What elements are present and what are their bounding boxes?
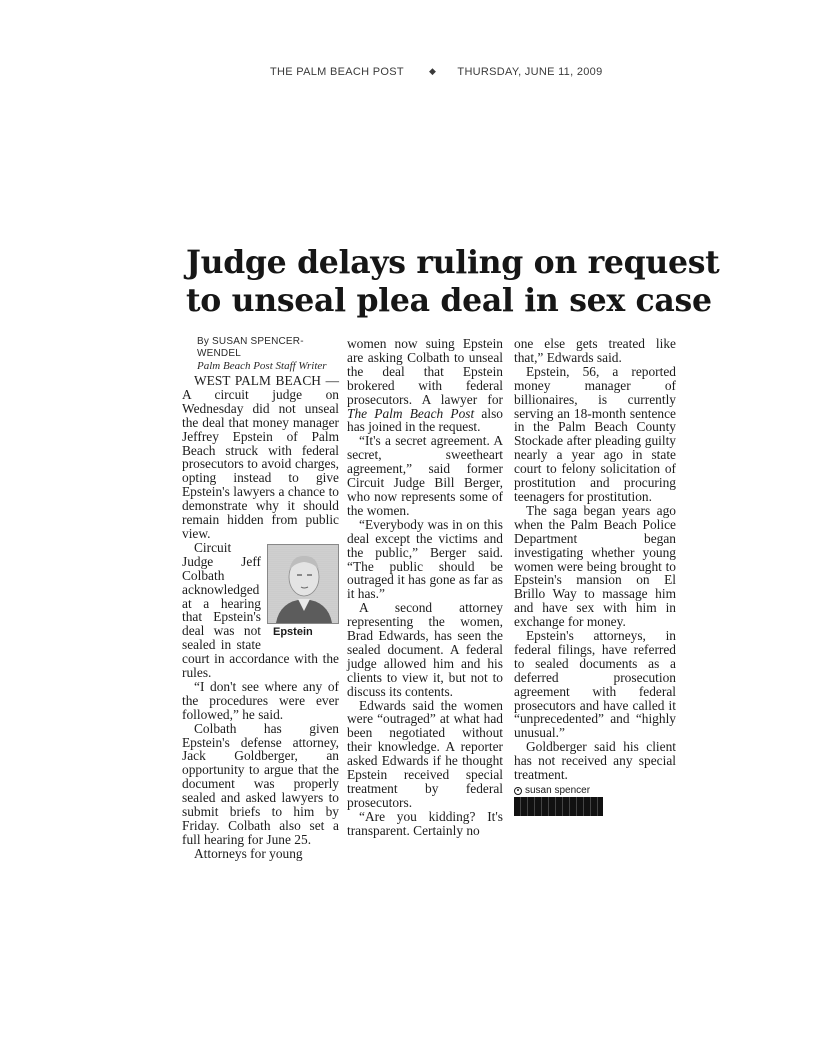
redaction-bar — [514, 797, 603, 816]
paragraph-text: women now suing Epstein are asking Colbath to unseal the deal that Epstein brokered with federal prosecutors. A lawyer for — [347, 336, 503, 407]
paragraph: Attorneys for young — [194, 845, 303, 861]
headline-line-1: Judge delays ruling on request — [186, 244, 720, 281]
paragraph — [347, 337, 503, 434]
paragraph: “I don't see where any of the procedures were ever followed,” he said. — [182, 678, 339, 722]
paragraph-text: also has joined in the request. — [347, 405, 503, 435]
paragraph-text: A circuit judge on Wednesday did not unseal the deal that money manager Jeffrey Epstein of Palm Beach struck with federal prosecutors to avoid charges, opting instead to give Epstein's lawyers a chance to demonstrate why it should remain hidden from public view. — [182, 386, 339, 541]
article-column-1 — [182, 336, 339, 861]
watermark-text: susan spencer — [525, 785, 591, 796]
copyright-watermark — [514, 785, 676, 796]
byline-role: Palm Beach Post Staff Writer — [197, 360, 327, 372]
paragraph: The saga began years ago when the Palm Beach Police Department began investigating whether young women were being brought to Epstein's mansion on El Brillo Way to massage him and have sex with him in exchange for money. — [514, 502, 676, 630]
paragraph: “Everybody was in on this deal except the victims and the public,” Berger said. “The public should be outraged it has gone as far as it has.” — [347, 516, 503, 602]
headline-line-2: to unseal plea deal in sex case — [186, 282, 712, 319]
paragraph: Epstein, 56, a reported money manager of billionaires, is currently serving an 18-month sentence in the Palm Beach County Stockade after pleading guilty nearly a year ago in state court to felony solicitation of prostitution and procuring teenagers for prostitution. — [514, 363, 676, 504]
mugshot-figure — [267, 544, 339, 639]
paragraph: Colbath has given Epstein's defense attorney, Jack Goldberger, an opportunity to argue that the document was properly sealed and asked lawyers to submit briefs to him by Friday. Colbath also set a full hearing for June 25. — [182, 720, 339, 847]
article-headline — [186, 244, 720, 320]
paragraph: “It's a secret agreement. A secret, sweetheart agreement,” said former Circuit Judge Bill Berger, who now represents some of the women. — [347, 433, 503, 518]
publication-date: THURSDAY, JUNE 11, 2009 — [457, 66, 603, 78]
article-column-3 — [514, 337, 676, 816]
copyright-circle-icon — [514, 787, 522, 795]
paragraph: A second attorney representing the women, Brad Edwards, has seen the sealed document. A federal judge allowed him and his clients to view it, but not to discuss its contents. — [347, 600, 503, 699]
publication-name: THE PALM BEACH POST — [270, 66, 404, 78]
portrait-icon — [268, 545, 338, 623]
epstein-portrait-photo — [267, 544, 339, 624]
paragraph: Epstein's attorneys, in federal filings, have referred to sealed documents as a deferred prosecution agreement with federal prosecutors and have called it “unprecedented” and “highly unusual.” — [514, 628, 676, 741]
paragraph: one else gets treated like that,” Edwards said. — [514, 336, 676, 365]
paragraph — [182, 374, 339, 541]
page-header — [270, 66, 603, 78]
paragraph — [182, 541, 339, 680]
article-column-2 — [347, 337, 503, 838]
publication-mention: The Palm Beach Post — [347, 405, 475, 421]
diamond-separator-icon: ◆ — [429, 66, 437, 76]
paragraph: Goldberger said his client has not received any special treatment. — [514, 739, 676, 783]
paragraph: Edwards said the women were “outraged” at what had been negotiated without their knowledge. A reporter asked Edwards if he thought Epstein received special treatment by federal prosecutors. — [347, 697, 503, 810]
paragraph: “Are you kidding? It's transparent. Certainly no — [347, 808, 503, 838]
byline-author: By SUSAN SPENCER-WENDEL — [197, 336, 304, 359]
dateline: WEST PALM BEACH — — [194, 373, 339, 388]
paragraph-text: Circuit Judge Jeff Colbath acknowledged at a hearing that Epstein's deal was not sealed in state court in accordance with the rules. — [182, 539, 339, 681]
photo-caption: Epstein — [273, 625, 313, 638]
